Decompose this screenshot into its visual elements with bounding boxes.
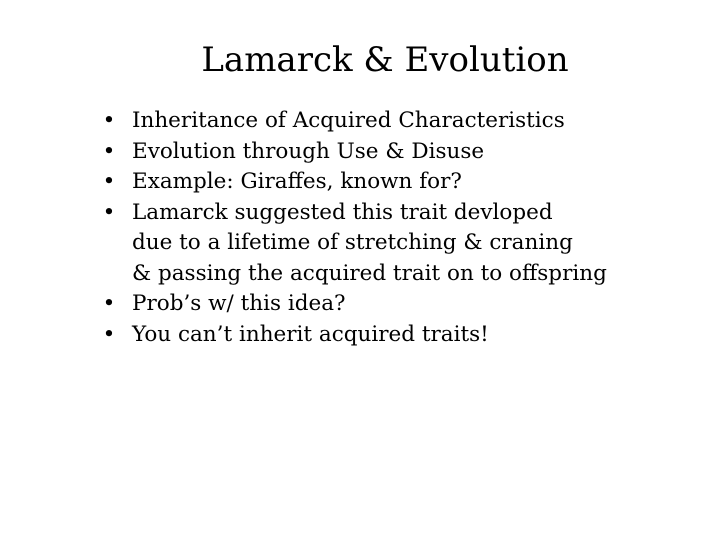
bullet-marker: • [102, 321, 116, 347]
bullet-text-continuation: due to a lifetime of stretching & craning [132, 230, 573, 255]
bullet-item [102, 198, 607, 290]
bullet-text: Lamarck suggested this trait devloped [132, 199, 553, 225]
bullet-item [102, 167, 607, 198]
bullet-marker: • [102, 108, 116, 133]
bullet-item [102, 137, 607, 168]
bullet-marker: • [102, 138, 116, 164]
bullet-text: You can’t inherit acquired traits! [132, 321, 489, 347]
bullet-text: Example: Giraffes, known for? [132, 169, 462, 194]
bullet-item [102, 289, 607, 320]
bullet-text: Evolution through Use & Disuse [132, 138, 485, 164]
bullet-list [102, 106, 607, 350]
bullet-text-continuation: & passing the acquired trait on to offspring [132, 260, 607, 286]
bullet-text: Inheritance of Acquired Characteristics [132, 108, 565, 133]
bullet-marker: • [102, 199, 116, 225]
bullet-text: Prob’s w/ this idea? [132, 291, 346, 316]
bullet-marker: • [102, 169, 116, 194]
bullet-item [102, 320, 607, 351]
bullet-marker: • [102, 291, 116, 316]
slide-title: Lamarck & Evolution [201, 40, 569, 80]
bullet-item [102, 106, 607, 137]
